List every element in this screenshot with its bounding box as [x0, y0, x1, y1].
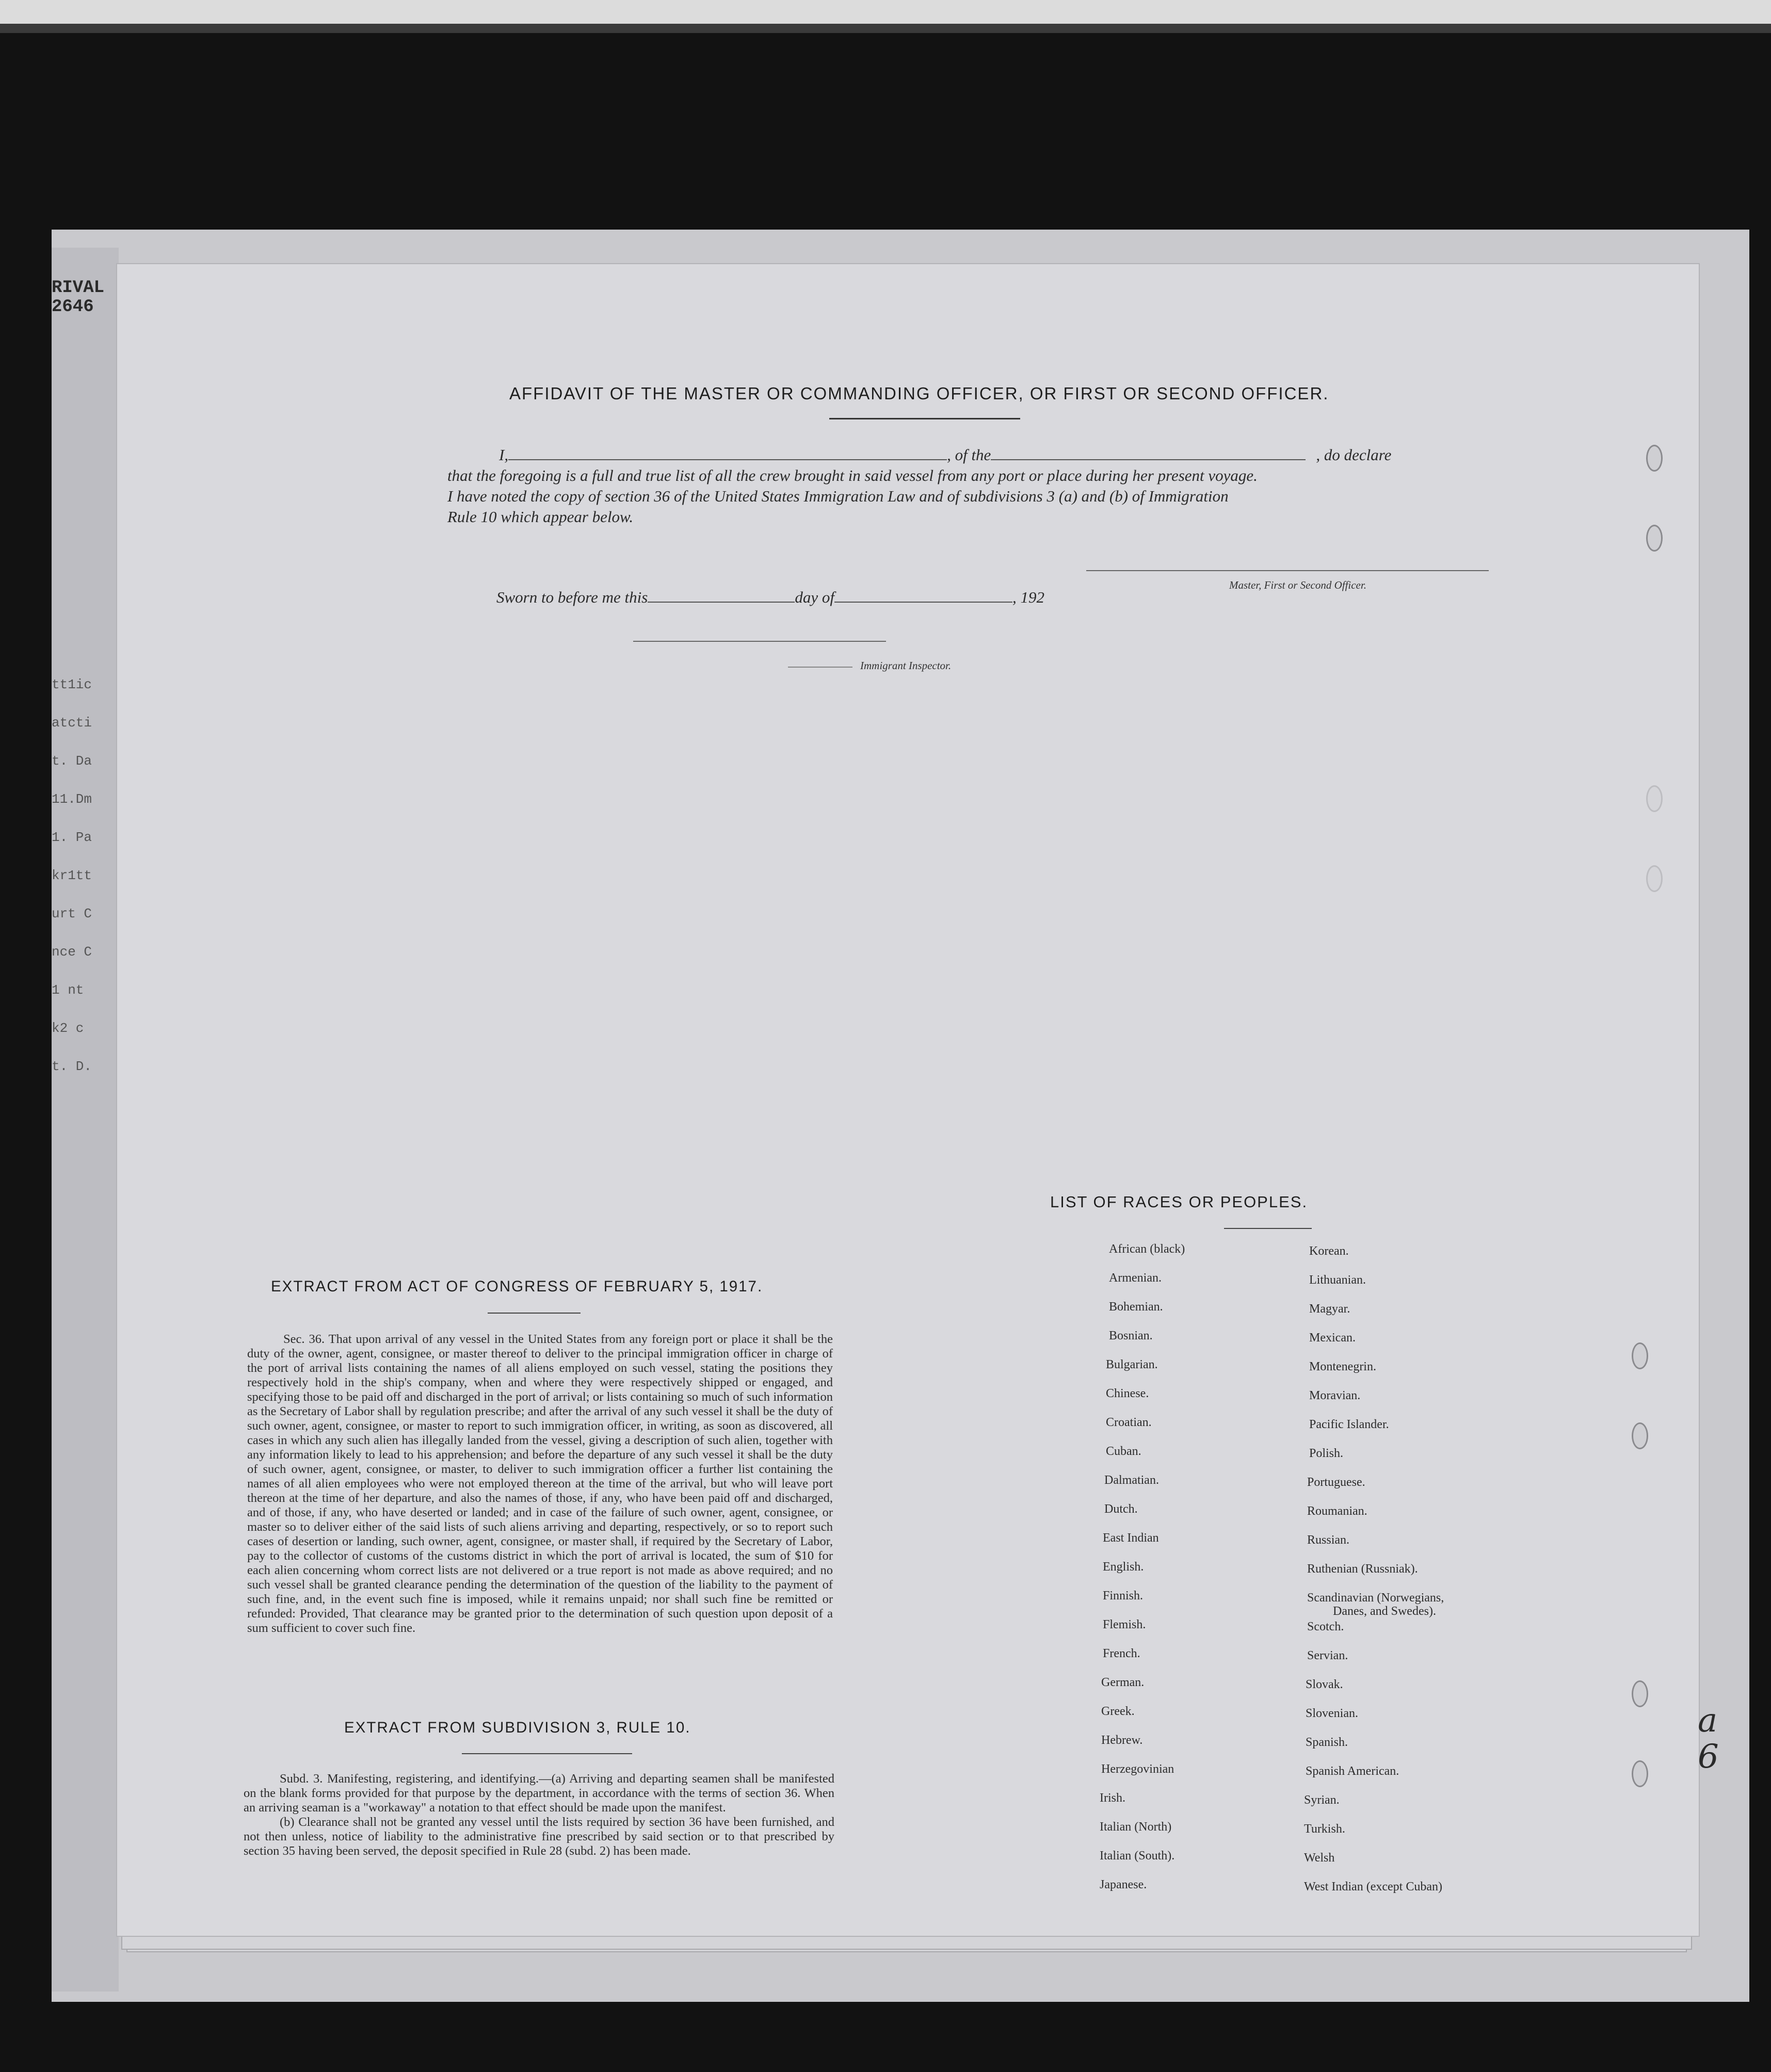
race-left-13: Finnish.: [1103, 1589, 1144, 1602]
race-right-6: Moravian.: [1309, 1389, 1361, 1402]
races-list: [117, 264, 1699, 1936]
race-left-8: Cuban.: [1106, 1445, 1141, 1458]
race-left-18: Hebrew.: [1101, 1734, 1143, 1747]
race-right-13: Scandinavian (Norwegians,: [1307, 1591, 1444, 1605]
of-the-label: , of the: [947, 446, 991, 464]
race-left-6: Chinese.: [1106, 1387, 1149, 1400]
race-right-1: Korean.: [1309, 1244, 1349, 1258]
rule-para-b: (b) Clearance shall not be granted any vessel until the lists required by section 36 have been furnished, and not then unless, notice of liability to the administrative fine prescribed by said section or to that prescribed by section 35 having been served, the deposit specified in Rule 28 (subd. 2) has been made.: [244, 1815, 834, 1858]
race-left-4: Bosnian.: [1109, 1329, 1153, 1342]
master-signature-label: Master, First or Second Officer.: [1229, 579, 1366, 591]
race-left-11: East Indian: [1103, 1531, 1159, 1545]
race-left-20: Irish.: [1100, 1791, 1125, 1805]
race-right-20: Syrian.: [1304, 1793, 1340, 1807]
race-right-22: Welsh: [1304, 1851, 1335, 1865]
race-left-7: Croatian.: [1106, 1416, 1152, 1429]
side-strip-marks: tt1ic atcti t. Da 11.Dm 1. Pa kr1tt urt C nce C 1 nt k2 c t. D.: [52, 677, 92, 1074]
year-label: , 192: [1012, 588, 1044, 606]
race-left-14: Flemish.: [1103, 1618, 1146, 1631]
affidavit-line-2: that the foregoing is a full and true list of all the crew brought in said vessel from any port or place during her present voyage.: [447, 466, 1258, 484]
do-declare-label: , do declare: [1316, 446, 1392, 464]
race-right-21: Turkish.: [1304, 1822, 1345, 1836]
race-left-5: Bulgarian.: [1106, 1358, 1158, 1371]
race-right-9: Portuguese.: [1307, 1476, 1365, 1489]
margin-handwriting: a 6: [1698, 1702, 1719, 1776]
race-right-4: Mexican.: [1309, 1331, 1356, 1345]
races-title: LIST OF RACES OR PEOPLES.: [1050, 1193, 1308, 1211]
i-label: I,: [499, 446, 509, 464]
affidavit-title: AFFIDAVIT OF THE MASTER OR COMMANDING OFFICER, OR FIRST OR SECOND OFFICER.: [509, 384, 1329, 403]
film-top-strip: [0, 0, 1771, 24]
rule-title: EXTRACT FROM SUBDIVISION 3, RULE 10.: [344, 1719, 691, 1736]
race-right-17: Slovenian.: [1306, 1707, 1358, 1720]
race-right-15: Servian.: [1307, 1649, 1348, 1662]
race-left-12: English.: [1103, 1560, 1144, 1574]
race-left-16: German.: [1101, 1676, 1145, 1689]
race-left-1: African (black): [1109, 1242, 1185, 1256]
race-right-18: Spanish.: [1306, 1736, 1348, 1749]
race-left-17: Greek.: [1101, 1705, 1135, 1718]
side-code: RIVAL 2646: [52, 278, 105, 317]
film-top-shadow: [0, 24, 1771, 33]
form-page: [116, 263, 1700, 1937]
race-left-10: Dutch.: [1104, 1502, 1138, 1516]
race-right-14: Scotch.: [1307, 1620, 1344, 1633]
affidavit-line-3: I have noted the copy of section 36 of the United States Immigration Law and of subdivisions 3 (a) and (b) of Immigration: [447, 487, 1229, 505]
race-right-13-cont: Danes, and Swedes).: [1333, 1605, 1436, 1618]
race-right-7: Pacific Islander.: [1309, 1418, 1389, 1431]
race-right-23: West Indian (except Cuban): [1304, 1880, 1442, 1893]
race-right-16: Slovak.: [1306, 1678, 1343, 1691]
rule-para-a: Subd. 3. Manifesting, registering, and identifying.—(a) Arriving and departing seamen shall be manifested on the blank forms provided for that purpose by the department, in accordance with the terms of section 36. When an arriving seaman is a "workaway" a notation to that effect should be made upon the manifest.: [244, 1772, 834, 1815]
race-left-19: Herzegovinian: [1101, 1762, 1174, 1776]
affidavit-line-4: Rule 10 which appear below.: [447, 508, 634, 526]
day-of-label: day of: [795, 588, 834, 606]
race-left-3: Bohemian.: [1109, 1300, 1163, 1314]
race-left-23: Japanese.: [1100, 1878, 1147, 1891]
race-right-2: Lithuanian.: [1309, 1273, 1366, 1287]
race-right-3: Magyar.: [1309, 1302, 1350, 1316]
race-left-15: French.: [1103, 1647, 1140, 1660]
race-left-9: Dalmatian.: [1104, 1474, 1159, 1487]
race-right-8: Polish.: [1309, 1447, 1344, 1460]
side-strip: [52, 248, 119, 1992]
act-body: Sec. 36. That upon arrival of any vessel in the United States from any foreign port or place it shall be the duty of the owner, agent, consignee, or master thereof to deliver to the principal immigration officer in charge of the port of arrival lists containing the names of all aliens employed on such vessel, stating the positions they respectively hold in the ship's company, when and where they were respectively shipped or engaged, and specifying those to be paid off and discharged in the port of arrival; or lists containing so much of such information as the Secretary of Labor shall by regulation prescribe; and after the arrival of any such vessel it shall be the duty of such owner, agent, consignee, or master to report to such immigration officer, in writing, as soon as discovered, all cases in which any such alien has illegally landed from the vessel, giving a description of such alien, together with any information likely to lead to his apprehension; and before the departure of any such vessel it shall be the duty of such owner, agent, consignee, or master, to deliver to such immigration officer a further list containing the names of all alien employees who were not employed thereon at the time of the arrival, but who will leave port thereon at the time of her departure, and also the names of those, if any, who have been paid off and discharged, and of those, if any, who have deserted or landed; and in case of the failure of such owner, agent, consignee, or master so to deliver either of the said lists of such aliens arriving and departing, respectively, or so to report such cases of desertion or landing, such owner, agent, consignee, or master shall, if required by the Secretary of Labor, pay to the collector of customs of the customs district in which the port of arrival is located, the sum of $10 for each alien concerning whom correct lists are not delivered or a true report is not made as above required; and no such vessel shall be granted clearance pending the determination of the question of the liability to the payment of such fine, and, in the event such fine is imposed, while it remains unpaid; nor shall such fine be remitted or refunded: Provided, That clearance may be granted prior to the determination of such question upon deposit of a sum sufficient to cover such fine.: [247, 1332, 833, 1635]
act-title: EXTRACT FROM ACT OF CONGRESS OF FEBRUARY 5, 1917.: [271, 1278, 763, 1295]
sworn-label: Sworn to before me this: [496, 588, 648, 606]
race-right-5: Montenegrin.: [1309, 1360, 1376, 1373]
race-right-12: Ruthenian (Russniak).: [1307, 1562, 1418, 1576]
race-right-19: Spanish American.: [1306, 1765, 1399, 1778]
race-left-2: Armenian.: [1109, 1271, 1162, 1285]
race-left-22: Italian (South).: [1100, 1849, 1175, 1863]
race-left-21: Italian (North): [1100, 1820, 1172, 1834]
race-right-11: Russian.: [1307, 1533, 1350, 1547]
race-right-10: Roumanian.: [1307, 1504, 1367, 1518]
inspector-label: Immigrant Inspector.: [860, 659, 952, 672]
